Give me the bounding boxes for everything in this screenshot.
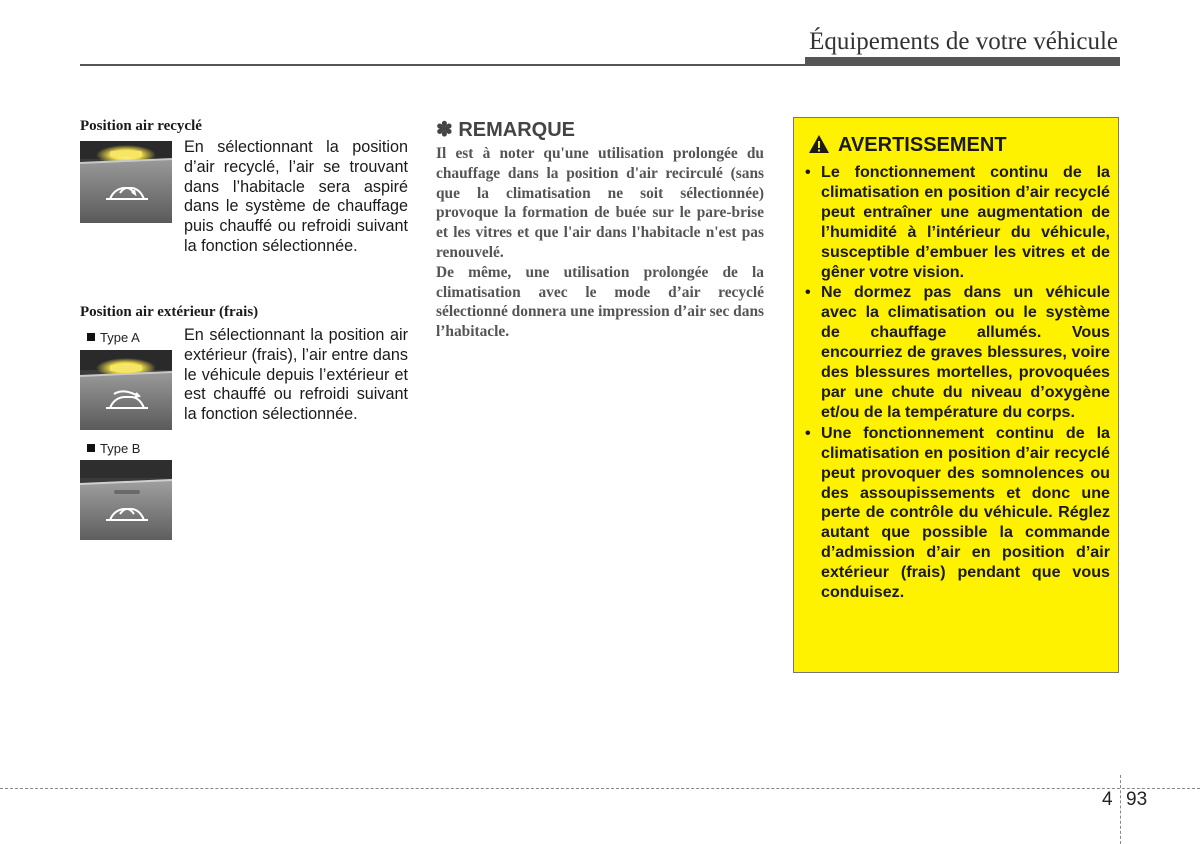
page-number: 93 xyxy=(1126,789,1148,810)
square-bullet-icon xyxy=(87,444,95,452)
footer-divider xyxy=(0,788,1200,789)
footer-vertical-divider xyxy=(1120,775,1121,844)
type-a-label xyxy=(87,330,140,345)
remark-paragraph-1: Il est à noter qu'une utilisation prolongée du chauffage dans la position d'air recirculé (sans que la climatisation ne soit sélectionnée) provoque la formation de buée sur le pare-brise et les vitres et que l'air dans l'habitacle n'est pas renouvelé. xyxy=(436,145,764,261)
warning-item-text: Ne dormez pas dans un véhicule avec la climatisation ou le système de chauffage allumés. Vous encourriez de graves blessures, voire des blessures mortelles, provoquées par une chute du niveau d’oxygène et/ou de la température du corps. xyxy=(821,283,1110,421)
recycled-air-heading: Position air recyclé xyxy=(80,118,202,134)
fresh-air-button-image-type-a xyxy=(80,350,172,430)
warning-list xyxy=(804,163,1110,604)
bullet-icon: • xyxy=(805,163,811,181)
warning-item-text: Le fonctionnement continu de la climatisation en position d’air recyclé peut entraîner une augmentation de l’humidité à l’intérieur du véhicule, susceptible d’embuer les vitres et de gêner votre vision. xyxy=(821,163,1110,281)
warning-triangle-icon xyxy=(808,134,830,154)
type-a-text: Type A xyxy=(100,330,140,345)
warning-box xyxy=(793,117,1119,673)
fresh-air-description: En sélectionnant la position air extérieur (frais), l’air entre dans le véhicule depuis l’extérieur et est chauffé ou refroidi suivant la fonction sélectionnée. xyxy=(184,326,409,424)
type-b-text: Type B xyxy=(100,441,141,456)
type-b-label xyxy=(87,441,140,456)
recycle-button-illustration xyxy=(80,141,172,223)
warning-item xyxy=(804,283,1110,422)
recycled-air-description: En sélectionnant la position d’air recyclé, l’air se trouvant dans l’habitacle sera aspiré dans le système de chauffage puis chauffé ou refroidi suivant la fonction sélectionnée. xyxy=(184,138,408,255)
fresh-air-button-image-type-b xyxy=(80,460,172,540)
square-bullet-icon xyxy=(87,333,95,341)
page-header-title: Équipements de votre véhicule xyxy=(809,28,1118,55)
bullet-icon: • xyxy=(805,423,811,442)
warning-item-text: Une fonctionnement continu de la climatisation en position d’air recyclé peut provoquer des somnolences ou des assoupissements et donc une perte de contrôle du véhicule. Réglez autant que possible la commande d’admission d’air en position d’air extérieur (frais) pendant que vous conduisez. xyxy=(821,423,1110,602)
fresh-air-heading: Position air extérieur (frais) xyxy=(80,304,259,320)
header-rule-bar xyxy=(805,57,1120,66)
warning-title: AVERTISSEMENT xyxy=(838,134,1007,156)
bullet-icon: • xyxy=(805,283,811,302)
remark-body xyxy=(436,144,764,342)
fresh-air-button-illustration-a xyxy=(80,350,172,430)
chapter-number: 4 xyxy=(1102,789,1113,810)
warning-item xyxy=(804,424,1110,603)
recycle-button-image xyxy=(80,141,172,223)
warning-item xyxy=(804,163,1110,282)
remark-title: ✽ REMARQUE xyxy=(436,119,575,141)
header-rule xyxy=(80,64,805,66)
remark-paragraph-2: De même, une utilisation prolongée de la climatisation avec le mode d’air recyclé sélectionné donnera une impression d’air sec dans l’habitacle. xyxy=(436,263,764,341)
fresh-air-button-illustration-b xyxy=(80,460,172,540)
